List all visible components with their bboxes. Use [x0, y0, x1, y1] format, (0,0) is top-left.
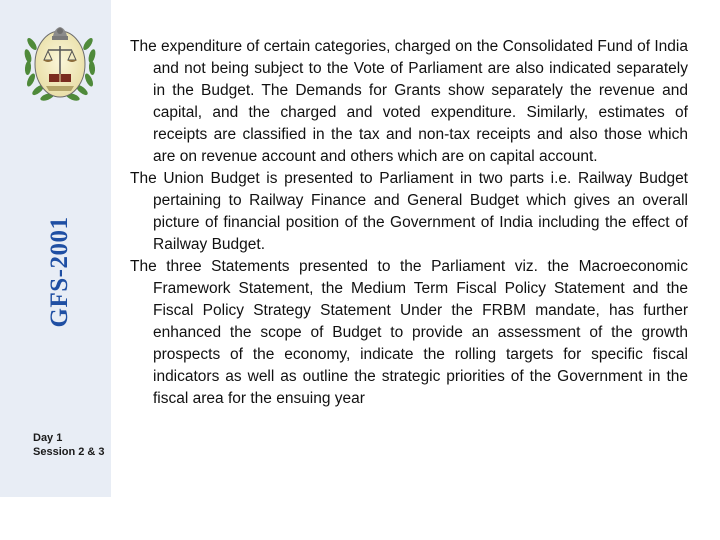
vertical-title: GFS-2001 [46, 216, 73, 328]
session-label: Day 1 Session 2 & 3 [33, 432, 105, 458]
government-emblem-seal-icon [22, 14, 98, 110]
sidebar [0, 0, 111, 497]
paragraph-three-statements: The three Statements presented to the Parliament viz. the Macroeconomic Framework Statement, the Medium Term Fiscal Policy Statement and the Fiscal Policy Strategy Statement Under the FRBM mandate, has further enhanced the scope of Budget to provide an assessment of the growth prospects of the economy, indicate the rolling targets for specific fiscal indicators as well as outline the strategic priorities of the Government in the fiscal area for the ensuing year [130, 258, 688, 407]
paragraph-expenditure: The expenditure of certain categories, charged on the Consolidated Fund of India and not being subject to the Vote of Parliament are also indicated separately in the Budget. The Demands for Grants show separately the revenue and capital, and the charged and voted expenditure. Similarly, estimates of receipts are classified in the tax and non-tax receipts and also those which are on revenue account and others which are on capital account. [130, 38, 688, 165]
paragraph-union-budget: The Union Budget is presented to Parliament in two parts i.e. Railway Budget pertaining to Railway Finance and General Budget which gives an overall picture of financial position of the Government of India including the effect of Railway Budget. [130, 170, 688, 253]
content-body [130, 36, 688, 410]
